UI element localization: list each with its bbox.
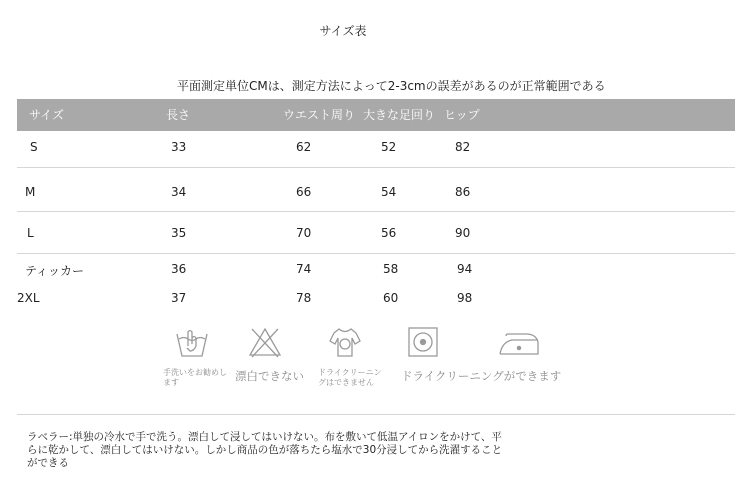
hand-wash-label: 手洗いをお勧めします — [163, 368, 227, 387]
cell-hip: 94 — [457, 262, 473, 276]
cell-size: S — [30, 140, 38, 154]
cell-thigh: 58 — [383, 262, 399, 276]
cell-length: 36 — [171, 262, 187, 276]
table-header — [17, 99, 735, 131]
cell-waist: 70 — [296, 226, 312, 240]
measurement-note: 平面測定単位CMは、測定方法によって2-3cmの誤差があるのが正常範囲である — [177, 79, 606, 93]
cell-hip: 90 — [455, 226, 471, 240]
care-instructions: ラベラー:単独の冷水で手で洗う。漂白して浸してはいけない。布を敷いて低温アイロンをかけて、平らに乾かして、漂白してはいけない。しかし商品の色が落ちたら塩水で30分浸してから洗濯することができる — [27, 431, 503, 469]
cell-hip: 86 — [455, 185, 471, 199]
header-size: サイズ — [29, 108, 65, 122]
dry-clean-shirt-icon — [327, 324, 363, 360]
page-title: サイズ表 — [319, 24, 367, 38]
cell-thigh: 52 — [381, 140, 397, 154]
cell-size: L — [27, 226, 34, 240]
cell-length: 33 — [171, 140, 187, 154]
header-thigh: 大きな足回り — [363, 108, 436, 122]
tumble-dry-icon — [405, 324, 441, 360]
cell-thigh: 60 — [383, 291, 399, 305]
cell-waist: 62 — [296, 140, 312, 154]
cell-hip: 98 — [457, 291, 473, 305]
section-divider — [17, 414, 735, 415]
cell-hip: 82 — [455, 140, 471, 154]
cell-length: 37 — [171, 291, 187, 305]
cell-thigh: 54 — [381, 185, 397, 199]
hand-wash-icon — [174, 324, 210, 360]
tumble-dry-label: ドライクリーニングができます — [401, 369, 562, 383]
no-bleach-label: 漂白できない — [235, 369, 304, 383]
cell-length: 35 — [171, 226, 187, 240]
iron-icon — [496, 324, 542, 360]
header-length: 長さ — [166, 108, 191, 122]
row-divider — [17, 253, 735, 254]
cell-size: M — [25, 185, 36, 199]
cell-thigh: 56 — [381, 226, 397, 240]
cell-size: 2XL — [17, 291, 40, 305]
header-hip: ヒップ — [444, 108, 480, 122]
row-divider — [17, 167, 735, 168]
cell-waist: 78 — [296, 291, 312, 305]
header-waist: ウエスト周り — [283, 108, 356, 122]
cell-waist: 74 — [296, 262, 312, 276]
cell-length: 34 — [171, 185, 187, 199]
cell-size: ティッカー — [25, 264, 85, 278]
dry-clean-label: ドライクリーニングはできません — [318, 368, 382, 387]
row-divider — [17, 211, 735, 212]
cell-waist: 66 — [296, 185, 312, 199]
no-bleach-icon — [247, 324, 283, 360]
